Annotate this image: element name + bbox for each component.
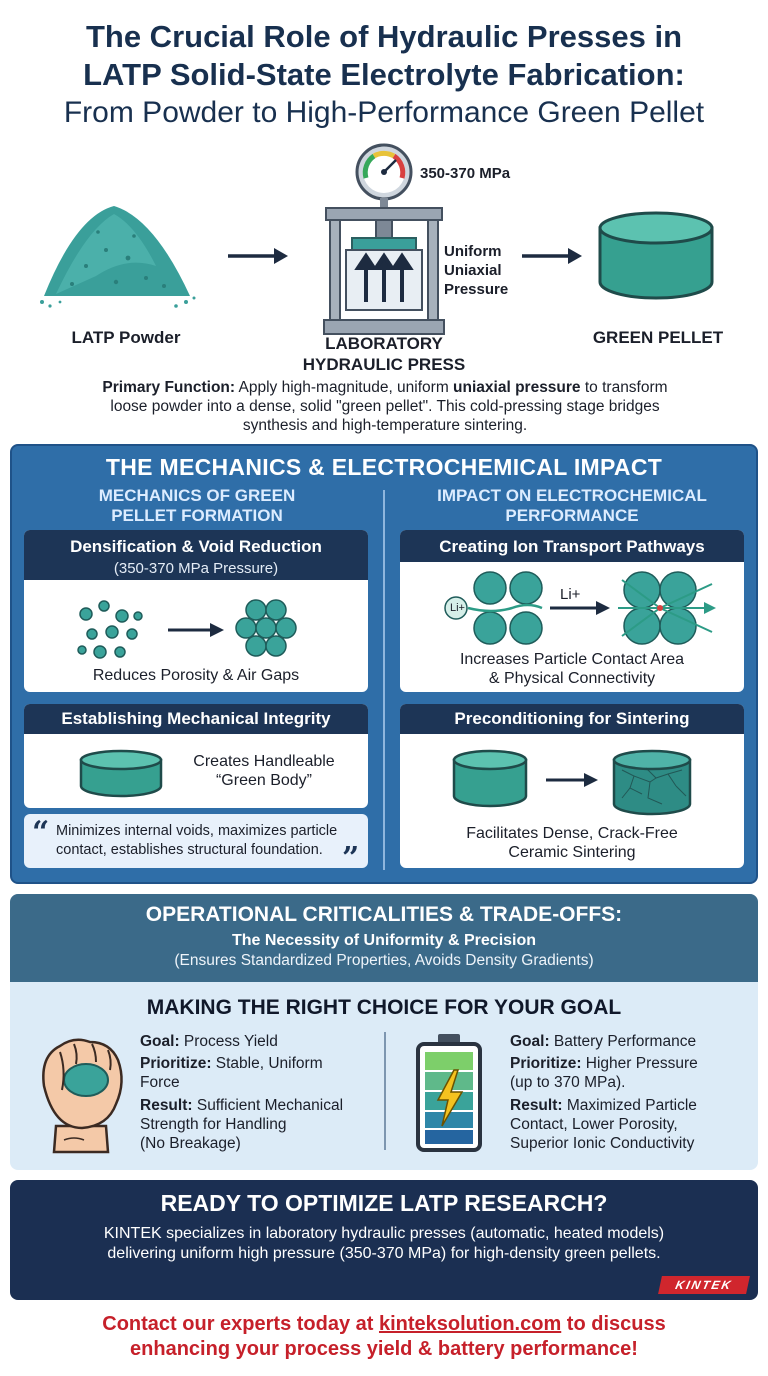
battery-icon <box>414 1032 484 1154</box>
ion-transport-caption <box>400 650 744 688</box>
green-body-icon <box>78 748 164 798</box>
subtitle: From Powder to High-Performance Green Pellet <box>63 96 705 129</box>
ion-transport-caption-line-2: & Physical Connectivity <box>488 670 656 687</box>
ion-transport-card-header: Creating Ion Transport Pathways <box>400 530 744 562</box>
performance-prioritize-label: Prioritize: <box>510 1055 582 1072</box>
performance-result-b: Contact, Lower Porosity, <box>510 1116 678 1133</box>
fist-squeeze-icon <box>34 1030 132 1154</box>
summary-quote-text <box>56 822 356 860</box>
performance-prioritize-a: Higher Pressure <box>581 1055 698 1072</box>
summary-quote-line-2: contact, establishes structural foundation. <box>56 842 323 858</box>
primary-function-label: Primary Function: <box>102 379 236 396</box>
primary-function-line-3: synthesis and high-temperature sintering. <box>242 417 528 434</box>
arrow-right-icon <box>520 246 584 266</box>
powder-pile-icon <box>36 196 196 308</box>
contact-text <box>0 1312 768 1362</box>
contact-line-2: enhancing your process yield & battery performance! <box>130 1338 638 1360</box>
operational-title: OPERATIONAL CRITICALITIES & TRADE-OFFS: <box>145 903 623 926</box>
densification-card-header <box>24 530 368 580</box>
performance-goal-value: Battery Performance <box>549 1033 697 1050</box>
primary-function-text <box>40 378 730 435</box>
yield-result-b: Strength for Handling <box>140 1116 287 1133</box>
integrity-card-header: Establishing Mechanical Integrity <box>24 704 368 734</box>
cta-title: READY TO OPTIMIZE LATP RESEARCH? <box>160 1190 608 1216</box>
kintek-logo: KINTEK <box>658 1276 750 1294</box>
press-label-line-1: LABORATORY <box>325 334 443 353</box>
cta-body-line-2: delivering uniform high pressure (350-370 MPa) for high-density green pellets. <box>107 1245 661 1262</box>
right-column-heading <box>396 486 748 526</box>
performance-result-label: Result: <box>510 1097 563 1114</box>
integrity-caption-line-1: Creates Handleable <box>193 753 335 770</box>
primary-function-emph: uniaxial pressure <box>453 379 581 396</box>
yield-prioritize-label: Prioritize: <box>140 1055 212 1072</box>
integrity-caption <box>164 752 364 790</box>
yield-prioritize-b: Force <box>140 1074 180 1091</box>
operational-subtitle-2: (Ensures Standardized Properties, Avoids Density Gradients) <box>174 952 594 969</box>
primary-function-line-2: loose powder into a dense, solid "green pellet". This cold-pressing stage bridges <box>110 398 660 415</box>
sintering-caption-line-1: Facilitates Dense, Crack-Free <box>466 825 678 842</box>
primary-function-text-a: Apply high-magnitude, uniform <box>235 379 454 396</box>
pressure-label-2: Uniaxial <box>444 262 502 279</box>
sintering-card-header: Preconditioning for Sintering <box>400 704 744 734</box>
densification-card <box>24 530 368 692</box>
operational-subtitle: The Necessity of Uniformity & Precision <box>231 932 537 949</box>
title-line-2: LATP Solid-State Electrolyte Fabrication: <box>83 57 685 92</box>
contact-link[interactable]: kinteksolution.com <box>378 1313 562 1335</box>
performance-prioritize-b: (up to 370 MPa). <box>510 1074 626 1091</box>
left-heading-line-2: PELLET FORMATION <box>111 506 283 525</box>
mechanics-title: THE MECHANICS & ELECTROCHEMICAL IMPACT <box>105 454 663 480</box>
press-label-line-2: HYDRAULIC PRESS <box>302 355 466 374</box>
yield-result-a: Sufficient Mechanical <box>192 1097 344 1114</box>
quote-close-icon: ” <box>342 841 360 876</box>
ion-pathway-diagram-icon <box>442 570 732 646</box>
right-heading-line-1: IMPACT ON ELECTROCHEMICAL <box>437 486 707 505</box>
densification-title: Densification & Void Reduction <box>70 537 322 556</box>
densification-diagram-icon <box>74 594 324 664</box>
press-label <box>294 333 474 375</box>
contact-pre: Contact our experts today at <box>102 1313 379 1335</box>
performance-result-c: Superior Ionic Conductivity <box>510 1135 695 1152</box>
yield-goal-block <box>140 1032 376 1153</box>
pressure-label-3: Pressure <box>444 281 509 298</box>
powder-label: LATP Powder <box>71 328 181 347</box>
yield-result-c: (No Breakage) <box>140 1135 241 1152</box>
column-divider <box>383 490 385 870</box>
yield-result-label: Result: <box>140 1097 193 1114</box>
sintering-diagram-icon <box>450 746 694 820</box>
integrity-caption-line-2: “Green Body” <box>215 772 313 789</box>
integrity-card <box>24 704 368 808</box>
contact-post: to discuss <box>561 1313 666 1335</box>
cta-body <box>30 1224 738 1264</box>
quote-open-icon: “ <box>32 815 50 850</box>
ion-label-left: Li+ <box>450 602 465 614</box>
pellet-label: GREEN PELLET <box>592 328 724 347</box>
summary-quote <box>24 814 368 876</box>
yield-goal-value: Process Yield <box>179 1033 278 1050</box>
title-line-1: The Crucial Role of Hydraulic Presses in <box>85 19 683 54</box>
yield-prioritize-a: Stable, Uniform <box>211 1055 323 1072</box>
sintering-caption-line-2: Ceramic Sintering <box>508 844 636 861</box>
ion-transport-card <box>400 530 744 692</box>
primary-function-text-b: to transform <box>580 379 668 396</box>
left-heading-line-1: MECHANICS OF GREEN <box>98 486 296 505</box>
right-heading-line-2: PERFORMANCE <box>505 506 639 525</box>
sintering-card <box>400 704 744 868</box>
ion-transport-caption-line-1: Increases Particle Contact Area <box>459 651 685 668</box>
densification-sub: (350-370 MPa Pressure) <box>113 560 279 577</box>
gauge-pressure-label: 350-370 MPa <box>420 165 511 182</box>
performance-result-a: Maximized Particle <box>562 1097 697 1114</box>
ion-label-arrow: Li+ <box>560 586 581 603</box>
choice-title: MAKING THE RIGHT CHOICE FOR YOUR GOAL <box>146 996 622 1019</box>
cylinder-pellet-icon <box>596 210 716 302</box>
pressure-label-1: Uniform <box>444 243 502 260</box>
page-header <box>0 18 768 132</box>
sintering-caption <box>400 824 744 862</box>
arrow-right-icon <box>226 246 290 266</box>
summary-quote-line-1: Minimizes internal voids, maximizes particle <box>56 823 338 839</box>
pressure-gauge-icon <box>357 145 411 199</box>
densification-caption: Reduces Porosity & Air Gaps <box>92 667 300 684</box>
performance-goal-block <box>510 1032 750 1153</box>
yield-goal-label: Goal: <box>140 1033 180 1050</box>
cta-body-line-1: KINTEK specializes in laboratory hydraulic presses (automatic, heated models) <box>103 1225 665 1242</box>
goal-divider <box>384 1032 386 1150</box>
performance-goal-label: Goal: <box>510 1033 550 1050</box>
left-column-heading <box>22 486 372 526</box>
